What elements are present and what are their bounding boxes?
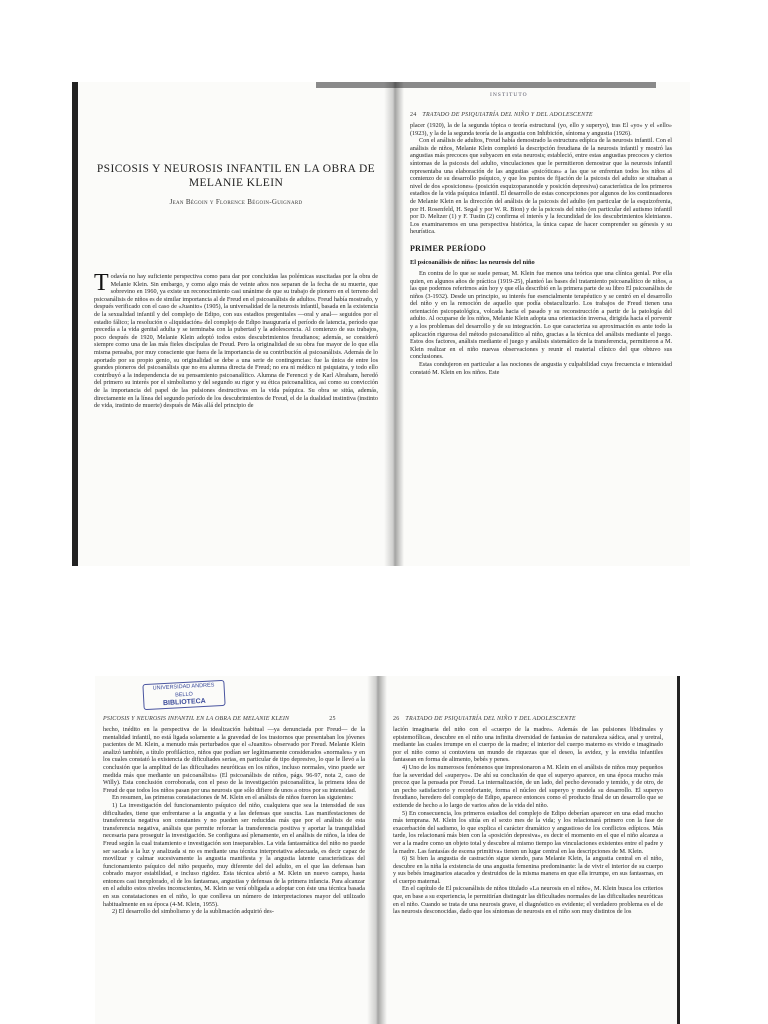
paragraph: Estas condujeron en particular a las nociones de angustia y culpabilidad cuya frecuencia e intensidad constató M. Klein en los niños. Este — [410, 361, 672, 376]
paragraph: 1) La investigación del funcionamiento psíquico del niño, cualquiera que sea la intensidad de sus dificultades, tiene que enfrentarse a la angustia y a las defensas que suscita. Las manifestaciones de transferencia negativa son constantes y no pueden ser reducidas más que por el análisis de esta transferencia negativa, análisis que permite reforzar la transferencia positiva y aportar la tranquilidad necesaria para proseguir la investigación. Se configura así plenamente, en el análisis de niños, la idea de Freud según la cual tratamiento e investigación son inseparables. La vida fantasmática del niño no puede ser sacada a la luz y analizada si no es mediante una técnica interpretativa adecuada, es decir capaz de movilizar y calmar sucesivamente la angustia manifiesta y la angustia latente características del funcionamiento psíquico del niño pequeño, muy diferente del del adulto, en el que las defensas han cobrado mayor estabilidad, e incluso rigidez. Esta técnica abrió a M. Klein un nuevo campo, hasta entonces casi inexplorado, el de los fantasmas, angustias y defensas de la primera infancia. Para alcanzar en el adulto estos niveles inconscientes, M. Klein se verá obligada a adoptar con éste una técnica basada en sus constataciones en el niño, lo que conlleva un número de interpretaciones mayor del utilizado habitualmente en su época (4-M. Klein, 1955). — [103, 801, 365, 908]
page-left-bottom — [103, 676, 365, 1024]
library-stamp — [142, 680, 225, 710]
paragraph: En contra de lo que se suele pensar, M. Klein fue menos una teórica que una clínica genial. Por ella quien, en algunos años de práctica (1919-25), planteó las bases del tratamiento psicoanalítico de niños, a las que podemos referirnos aún hoy y que ella describió en la primera parte de su libro El psicoanálisis de niños (3-1932). Desde un principio, su interés fue esencialmente terapéutico y se centró en el desarrollo del niño y en la remoción de aquello que podía obstaculizarlo. Los trabajos de Freud tienen una orientación psicopatológica, volcada hacia el pasado y su reconstrucción a partir de la patología del adulto. Al ocuparse de los niños, Melanie Klein adopta una orientación inversa, dirigida hacia el porvenir y a los problemas del desarrollo y de su integración. Lo que caracteriza su aproximación es ante todo la aplicación rigurosa del método psicoanalítico al niño, gracias a la técnica del análisis mediante el juego. Estos dos factores, análisis mediante el juego y análisis sistemático de la transferencia, permitieron a M. Klein realizar en el niño nuevas observaciones y reunir el material clínico del que obtuvo sus conclusiones. — [410, 269, 672, 361]
section-heading: PRIMER PERÍODO — [410, 243, 486, 253]
chapter-title: PSICOSIS Y NEUROSIS INFANTIL EN LA OBRA DE MELANIE KLEIN — [96, 163, 376, 189]
page-right-top — [410, 82, 672, 566]
drop-cap: T — [94, 270, 109, 296]
paragraph: En resumen, las primeras constataciones de M. Klein en el análisis de niños fueron las siguientes: — [112, 794, 354, 802]
top-page-spread — [72, 82, 690, 566]
paragraph: 2) El desarrollo del simbolismo y de la sublimación adquirió des- — [112, 908, 274, 916]
scan-right-edge — [677, 676, 680, 1024]
stamp-line: BIBLIOTECA — [162, 697, 206, 708]
paragraph: 6) Si bien la angustia de castración sigue siendo, para Melanie Klein, la angustia central en el niño, descubre en la niña la existencia de una angustia femenina predominante: la de vivir el interior de su cuerpo y sus bebés imaginarios atacados y destruidos de la misma manera en que ella irrumpe, en sus fantasmas, en el cuerpo maternal. — [393, 855, 663, 885]
header-title: TRATADO DE PSIQUIATRÍA DEL NIÑO Y DEL ADOLESCENTE — [405, 716, 576, 722]
paragraph: 5) En consecuencia, los primeros estadios del complejo de Edipo deberían aparecer en una edad mucho más temprana. M. Klein los sitúa en el sexto mes de la vida; y los relacionará primero con la fase de exacerbación del sadismo, lo que explica el carácter dramático y angustioso de los conflictos edípicos. Más tarde, los relacionará más bien con la «posición depresiva», es decir el momento en el que el niño alcanza a ver a la madre como un objeto total y descubre al mismo tiempo las vinculaciones existentes entre el padre y la madre. Las fantasías de escena primitiva» tienen un lugar central en las descripciones de M. Klein. — [393, 809, 663, 855]
paragraph: lación imaginaria del niño con el «cuerpo de la madre». Además de las pulsiones libidinales y epistemofílicas, descubre en el niño una infinita diversidad de fantasías de naturaleza sádica, anal y uretral, mediante las cuales irrumpe en el cuerpo de la madre; el interior del cuerpo materno es vivido e imaginado por el niño como si contuviera un mundo de riquezas que el deseo, la avidez, y la envidia infantiles fantasean en forma de alimento, bebés y penes. — [393, 726, 663, 764]
paragraph: 4) Uno de los numerosos fenómenos que impresionaron a M. Klein en el análisis de niños muy pequeños fue la severidad del «superyo». De ahí su conclusión de que el superyo aparece, en una época mucho más precoz que la pensada por Freud. La internalización, de un lado, del pecho devorado y temido, y de otro, de un pecho satisfactorio y reconfortante, forma el núcleo del superyo y modela su desarrollo. El superyo freudiano, heredero del complejo de Edipo, aparece entonces como el producto final de un desarrollo que se extiende de hecho a lo largo de varios años de la vida del niño. — [393, 763, 663, 809]
page-right-bottom — [393, 676, 663, 1024]
page-number: 25 — [329, 716, 336, 722]
running-header — [410, 112, 672, 118]
paragraph: placer (1920), la de la segunda tópica o teoría estructural (yo, ello y superyo), tras El «yo» y el «ello» (1923), y la de la segunda teoría de la angustia con Inhibición, síntoma y angustia (1926). — [410, 122, 672, 137]
bottom-page-spread — [95, 676, 680, 1024]
book-gutter — [384, 82, 404, 566]
book-gutter — [367, 676, 387, 1024]
paragraph: hecho, inédito en la perspectiva de la idealización habitual —ya denunciada por Freud— de la mentalidad infantil, no está ligada solamente a la gravedad de los trastornos que presentaban los jóvenes pacientes de M. Klein, a menudo más perturbados que el «Juanito» observado por Freud. Melanie Klein analizó también, a título profiláctico, niños que podían ser legítimamente considerados «normales» y en los cuales constató la existencia de dificultades serias, en particular de tipo depresivo, lo que le llevó a la conclusión que la amplitud de las dificultades neuróticas en los niños, incluso normales, vino puede ser medida más que mediante un psicoanálisis» (El psicoanálisis de niños, págs. 96-97, nota 2, caso de Willy). Esta conclusión corroborada, con el peso de la investigación psicoanalítica, la primera idea de Freud de que todos los niños pasan por una neurosis que sólo difiere de unos a otros por su intensidad. — [103, 726, 365, 794]
subsection-heading: El psicoanálisis de niños: las neurosis del niño — [410, 258, 535, 266]
paragraph: En el capítulo de El psicoanálisis de niños titulado «La neurosis en el niño», M. Klein busca los criterios que, en base a su experiencia, le permitirían distinguir las dificultades normales de las dificultades neuróticas en el niño. Cuando se trata de una neurosis grave, el diagnóstico es evidente; el verdadero problema es el de las neurosis desconocidas, dado que los síntomas de neurosis en el niño son muy distintos de los — [393, 885, 663, 916]
header-title: PSICOSIS Y NEUROSIS INFANTIL EN LA OBRA DE MELANIE KLEIN — [103, 716, 290, 722]
running-header — [103, 716, 365, 722]
page-left-top — [94, 82, 378, 566]
chapter-body — [94, 270, 378, 410]
paragraph: Con el análisis de adultos, Freud había demostrado la estructura edípica de la neurosis infantil. Con el análisis de niños, Melanie Klein completó la descripción freudiana de la neurosis infantil y mostró las angustias más precoces que subyacen en esta neurosis; estableció, entre estas angustias precoces y ciertos síntomas de la psicosis del adulto, vinculaciones que le permitieron demostrar que la neurosis infantil representaba una elaboración de las angustias «psicóticas» a las que se enfrentan todos los niños al comienzo de su desarrollo psíquico, y que los puntos de fijación de la psicosis del adulto se situaban a nivel de dos «posiciones» (posición esquizoparanoide y posición depresiva) característica de los primeros estadios de la vida psíquica infantil. El desarrollo de estas concepciones por algunos de los continuadores de Melanie Klein en la dirección del análisis de la psicosis del adulto (en particular de la esquizofrenia, por H. Rosenfeld, H. Segal y por W. R. Bion) y de la psicosis del niño (en particular del autismo infantil por D. Meltzer (1) y F. Tustin (2) confirma el interés y la fecundidad de los descubrimientos kleinianos. Los examinaremos en una perspectiva histórica, la única capaz de hacer comprender su génesis y su heurística. — [410, 137, 672, 236]
running-header — [393, 716, 663, 722]
scan-left-edge — [72, 82, 78, 566]
stamp-line: UNIVERSIDAD ANDRES BELLO — [152, 682, 215, 699]
body-text: odavía no hay suficiente perspectiva como para dar por concluidas las polémicas suscitadas por la obra de Melanie Klein. Sin embargo, y como algo más de veinte años nos separan de la fecha de su muerte, que sobrevino en 1960, ya existe un reconocimiento casi unánime de que su trabajo de pionero en el terreno del psicoanálisis de niños es de similar importancia al de Freud en el psicoanálisis de adultos. Freud había mostrado, y después verificado con el caso de «Juanito» (1905), la universalidad de la neurosis infantil, basada en la existencia de la sexualidad infantil y del complejo de Edipo, con sus estadios pregenitales —oral y anal— seguidos por el estadio fálico; la resolución o «liquidación» del complejo de Edipo inauguraría el período de latencia, período que precedía a la vida genital adulta y se terminaba con la pubertad y la adolescencia. Al comienzo de sus trabajos, poco después de 1920, Melanie Klein adoptó todos estos descubrimientos freudianos; además, se consideró siempre como una de las más fieles discípulas de Freud. Pero la originalidad de su obra fue mayor de lo que ella misma pensaba, por muy consciente que fuera de la importancia de su contribución al psicoanálisis. Además de lo aportado por su propio genio, su originalidad se debe a una serie de contingencias: fue la única de entre los grandes pioneros del psicoanálisis que no era alumna directa de Freud; no era ni médico ni psiquiatra, y todo ello contribuyó a la independencia de su pensamiento psicoanalítico. Alumna de Ferenczi y de Karl Abraham, heredó del primero su interés por el simbolismo y del segundo su rigor y su ética psicoanalítica, así como su convicción de la importancia del papel de las pulsiones destructivas en la vida psíquica. Su obra se sitúa, además, directamente en la línea del segundo período de los descubrimientos de Freud, el de la dualidad instintiva (instinto de vida, instinto de muerte) después de Más allá del principio de — [94, 273, 378, 410]
chapter-authors: Jean Bégoin y Florence Bégoin-Guignard — [169, 198, 303, 206]
header-title: TRATADO DE PSIQUIATRÍA DEL NIÑO Y DEL ADOLESCENTE — [422, 112, 593, 118]
page-number: 26 — [393, 716, 400, 722]
page-number: 24 — [410, 112, 417, 118]
library-stamp: INSTITUTO — [490, 92, 528, 98]
